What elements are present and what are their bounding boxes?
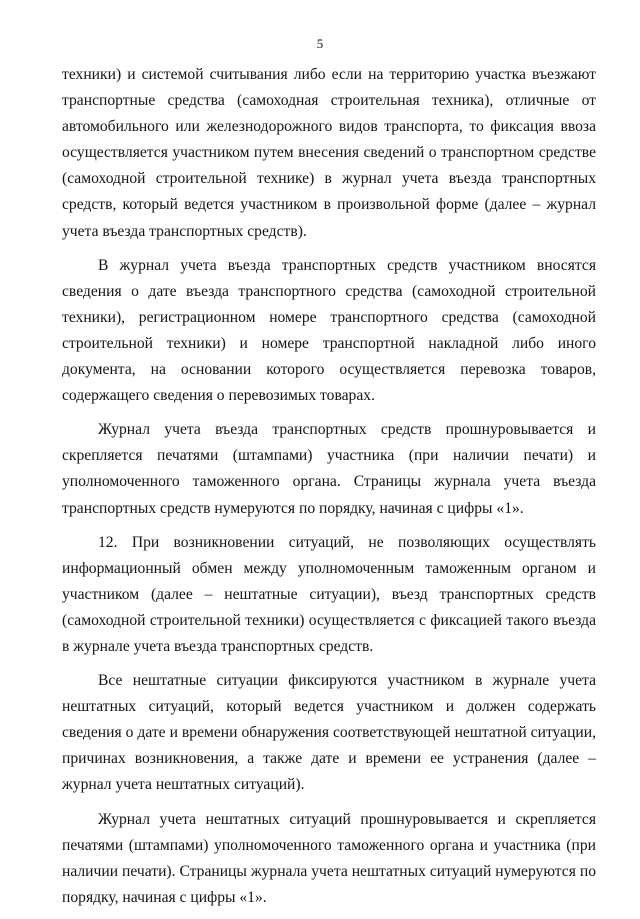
paragraph-continuation: техники) и системой считывания либо если на территорию участка въезжают транспортные средства (самоходная строительная техника), отличные от автомобильного или железнодорожного видов транспорта, то фиксация ввоза осуществляется участником путем внесения сведений о транспортном средстве (самоходной строительной технике) в журнал учета въезда транспортных средств, который ведется участником в произвольной форме (далее – журнал учета въезда транспортных средств). (62, 66, 596, 240)
document-body (62, 62, 596, 919)
paragraph: Журнал учета нештатных ситуаций прошнуровывается и скрепляется печатями (штампами) уполномоченного таможенного органа и участника (при наличии печати). Страницы журнала учета нештатных ситуаций нумеруются по порядку, начиная с цифры «1». (62, 810, 596, 906)
paragraph-item-12: 12. При возникновении ситуаций, не позволяющих осуществлять информационный обмен между уполномоченным таможенным органом и участником (далее – нештатные ситуации), въезд транспортных средств (самоходной строительной техники) осуществляется с фиксацией такого въезда в журнале учета въезда транспортных средств. (62, 533, 596, 655)
page-number: 5 (316, 36, 324, 51)
paragraph: В журнал учета въезда транспортных средств участником вносятся сведения о дате въезда транспортного средства (самоходной строительной техники), регистрационном номере транспортного средства (самоходной строительной техники) и номере транспортной накладной либо иного документа, на основании которого осуществляется перевозка товаров, содержащего сведения о перевозимых товарах. (62, 256, 596, 405)
paragraph: Журнал учета въезда транспортных средств прошнуровывается и скрепляется печатями (штампами) участника (при наличии печати) и уполномоченного таможенного органа. Страницы журнала учета въезда транспортных средств нумеруются по порядку, начиная с цифры «1». (62, 421, 596, 517)
paragraph: Все нештатные ситуации фиксируются участником в журнале учета нештатных ситуаций, который ведется участником и должен содержать сведения о дате и времени обнаружения соответствующей нештатной ситуации, причинах возникновения, а также дате и времени ее устранения (далее – журнал учета нештатных ситуаций). (62, 672, 596, 794)
